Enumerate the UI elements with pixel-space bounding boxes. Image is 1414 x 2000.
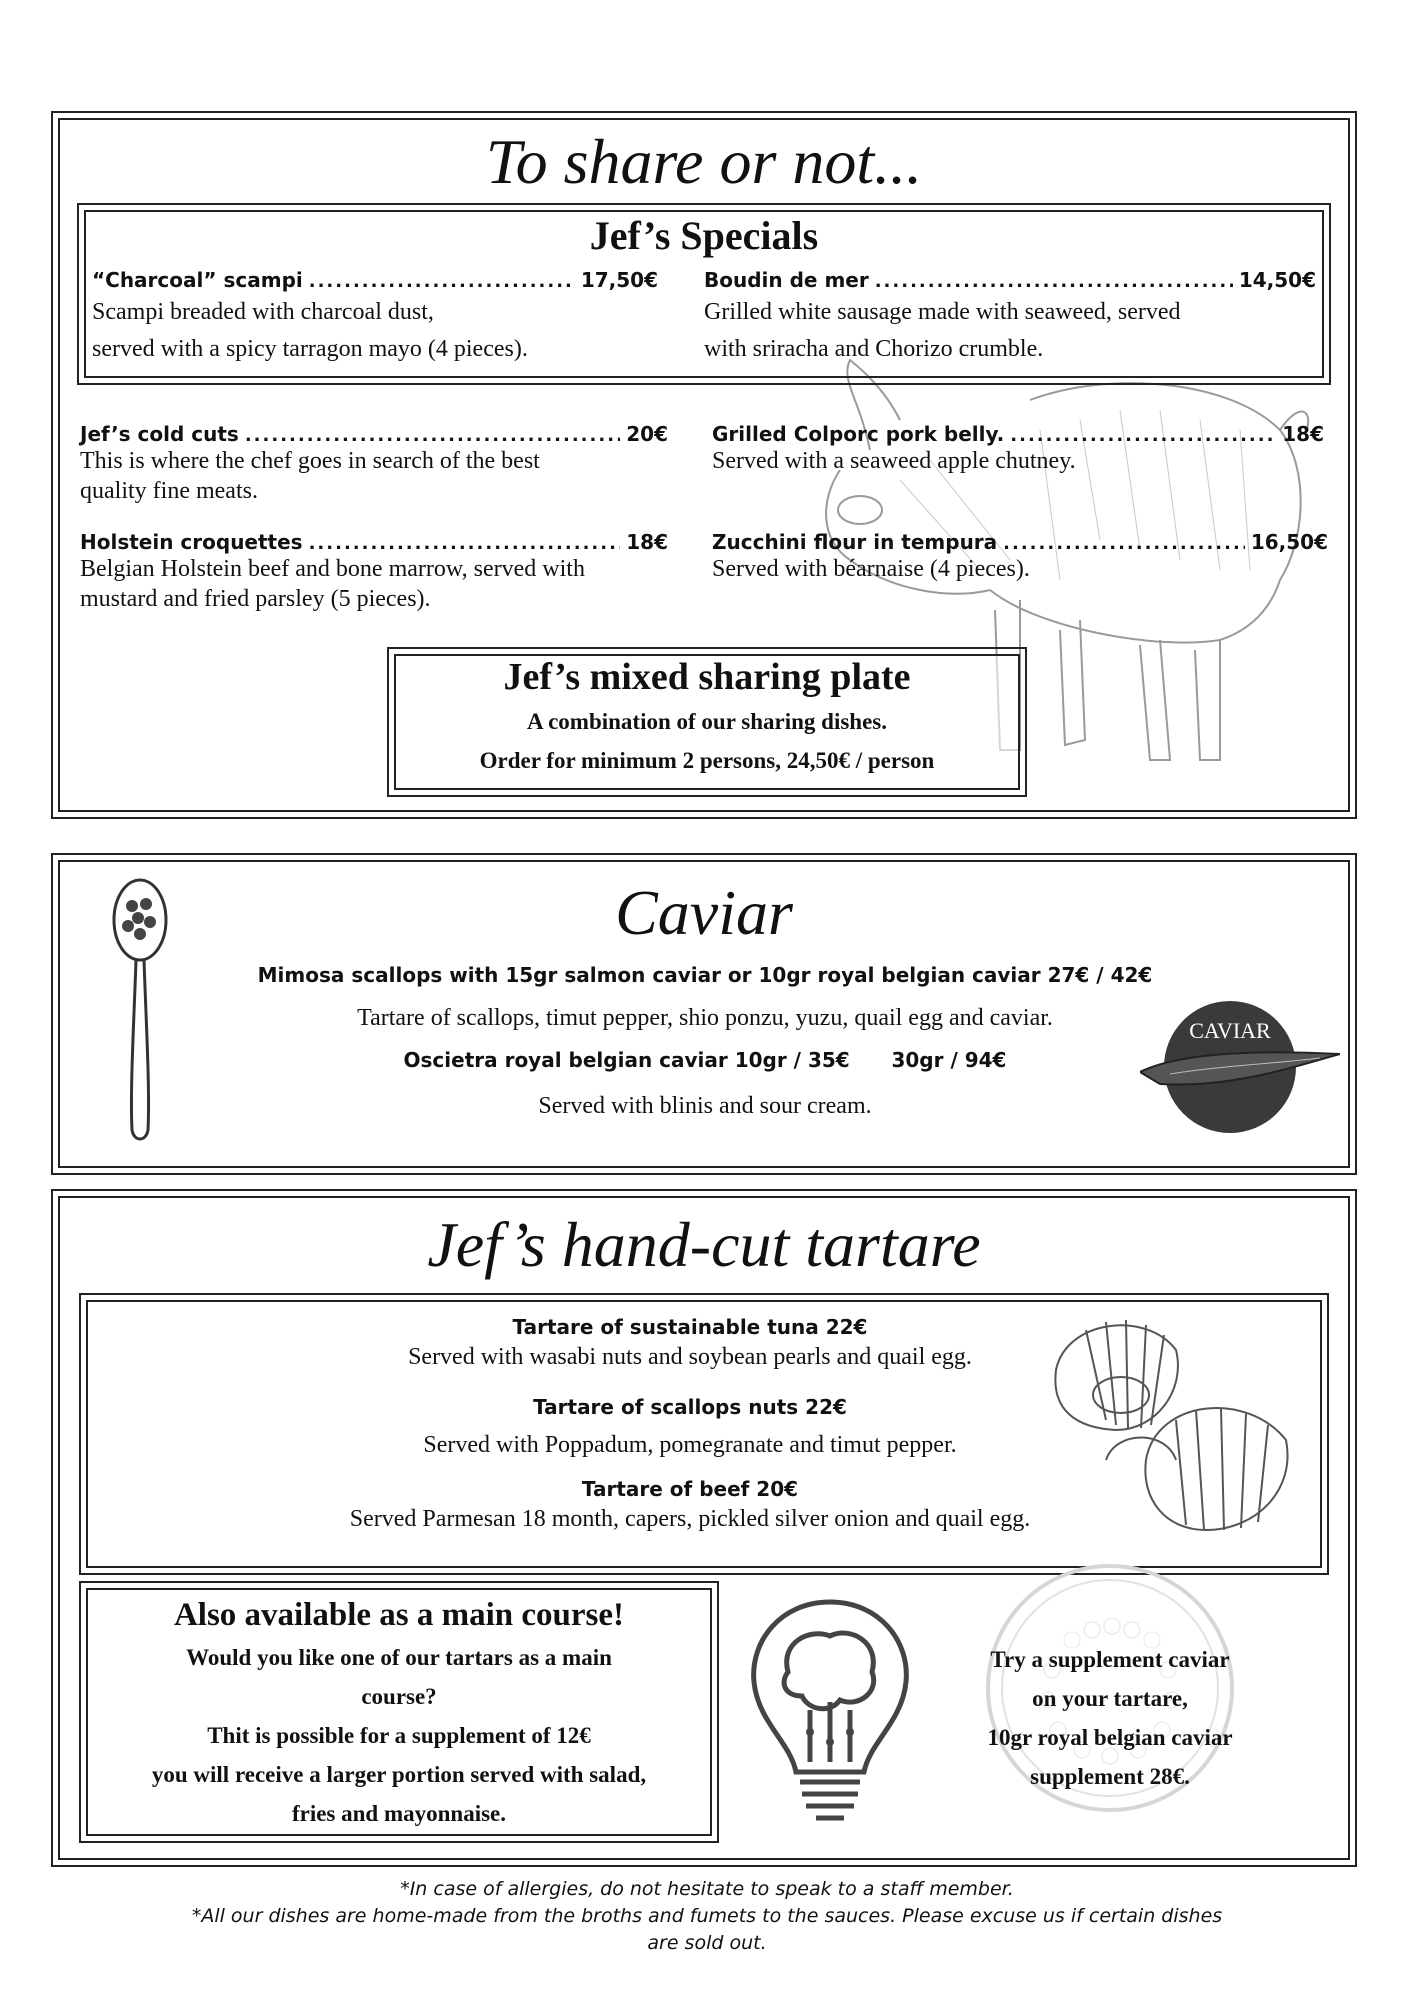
item-desc: Grilled white sausage made with seaweed, served xyxy=(704,299,1181,325)
footer-homemade-note: *All our dishes are home-made from the broths and fumets to the sauces. Please excuse us if certain dishes xyxy=(191,1905,1223,1927)
item-name: Boudin de mer xyxy=(704,268,869,292)
main-course-title: Also available as a main course! xyxy=(173,1597,625,1633)
item-desc: Served with a seaweed apple chutney. xyxy=(712,448,1076,474)
item-desc: Belgian Holstein beef and bone marrow, served with xyxy=(80,556,585,582)
supplement-line: on your tartare, xyxy=(1032,1686,1188,1711)
main-course-box xyxy=(86,1592,712,1833)
caviar-title: Caviar xyxy=(615,877,793,948)
share-title: To share or not... xyxy=(485,126,923,197)
footer xyxy=(40,1876,1374,1957)
tartare-item-name: Tartare of sustainable tuna 22€ xyxy=(512,1315,868,1339)
supplement-line: Try a supplement caviar xyxy=(990,1647,1230,1672)
item-desc: quality fine meats. xyxy=(80,478,258,504)
tartare-item-name: Tartare of beef 20€ xyxy=(581,1477,799,1501)
item-desc: with sriracha and Chorizo crumble. xyxy=(704,336,1044,362)
caviar-mimosa-line: Mimosa scallops with 15gr salmon caviar or 10gr royal belgian caviar 27€ / 42€ xyxy=(257,963,1153,987)
share-item-pork-belly xyxy=(712,422,1324,476)
footer-allergy-note: *In case of allergies, do not hesitate to speak to a staff member. xyxy=(400,1878,1014,1900)
supplement-box xyxy=(960,1640,1260,1796)
item-name: Grilled Colporc pork belly. xyxy=(712,422,1005,446)
tartare-item-name: Tartare of scallops nuts 22€ xyxy=(533,1395,847,1419)
caviar-content xyxy=(200,960,1210,1122)
dot-leader xyxy=(309,271,575,292)
mixed-plate-line2: Order for minimum 2 persons, 24,50€ / person xyxy=(479,748,935,773)
mixed-plate-title: Jef’s mixed sharing plate xyxy=(503,656,911,698)
main-course-line: course? xyxy=(361,1684,437,1709)
dot-leader xyxy=(309,533,621,554)
share-item-croquettes xyxy=(80,530,668,614)
supplement-line: supplement 28€. xyxy=(1030,1764,1190,1789)
item-name: Zucchini flour in tempura xyxy=(712,530,998,554)
item-name: “Charcoal” scampi xyxy=(92,268,303,292)
caviar-oscietra-line: Oscietra royal belgian caviar 10gr / 35€ 30gr / 94€ xyxy=(403,1048,1007,1072)
main-course-line: Would you like one of our tartars as a main xyxy=(186,1645,612,1670)
tartare-item-desc: Served with wasabi nuts and soybean pearls and quail egg. xyxy=(408,1344,972,1370)
item-desc: This is where the chef goes in search of the best xyxy=(80,448,540,474)
caviar-badge-label: CAVIAR xyxy=(1189,1018,1271,1043)
dot-leader xyxy=(1003,533,1245,554)
footer-homemade-note-cont: are sold out. xyxy=(647,1932,767,1954)
tartare-items xyxy=(100,1312,1280,1534)
item-price: 20€ xyxy=(626,422,668,446)
special-item-boudin xyxy=(704,268,1316,366)
mixed-plate-line1: A combination of our sharing dishes. xyxy=(527,709,887,734)
specials-title: Jef’s Specials xyxy=(589,213,819,258)
share-item-zucchini xyxy=(712,530,1328,584)
tartare-title: Jef’s hand-cut tartare xyxy=(427,1209,981,1280)
item-price: 14,50€ xyxy=(1238,268,1316,292)
item-price: 17,50€ xyxy=(580,268,658,292)
item-price: 18€ xyxy=(626,530,668,554)
item-price: 16,50€ xyxy=(1250,530,1328,554)
main-course-line: you will receive a larger portion served with salad, xyxy=(151,1762,647,1787)
tartare-item-desc: Served with Poppadum, pomegranate and timut pepper. xyxy=(423,1432,957,1458)
item-name: Jef’s cold cuts xyxy=(80,422,239,446)
share-item-cold-cuts xyxy=(80,422,668,506)
caviar-oscietra-desc: Served with blinis and sour cream. xyxy=(538,1093,872,1119)
dot-leader xyxy=(245,425,620,446)
mixed-plate-box xyxy=(394,652,1020,780)
item-desc: served with a spicy tarragon mayo (4 pieces). xyxy=(92,336,528,362)
caviar-mimosa-desc: Tartare of scallops, timut pepper, shio ponzu, yuzu, quail egg and caviar. xyxy=(357,1005,1053,1031)
main-course-line: Thit is possible for a supplement of 12€ xyxy=(207,1723,591,1748)
tartare-item-desc: Served Parmesan 18 month, capers, pickled silver onion and quail egg. xyxy=(349,1506,1031,1532)
item-price: 18€ xyxy=(1282,422,1324,446)
special-item-scampi xyxy=(92,268,658,366)
dot-leader xyxy=(875,271,1233,292)
dot-leader xyxy=(1010,425,1276,446)
supplement-line: 10gr royal belgian caviar xyxy=(987,1725,1233,1750)
item-desc: Scampi breaded with charcoal dust, xyxy=(92,299,434,325)
item-desc: Served with béarnaise (4 pieces). xyxy=(712,556,1030,582)
item-name: Holstein croquettes xyxy=(80,530,303,554)
lightbulb-brain-icon xyxy=(740,1592,920,1832)
item-desc: mustard and fried parsley (5 pieces). xyxy=(80,586,431,612)
main-course-line: fries and mayonnaise. xyxy=(291,1801,507,1826)
